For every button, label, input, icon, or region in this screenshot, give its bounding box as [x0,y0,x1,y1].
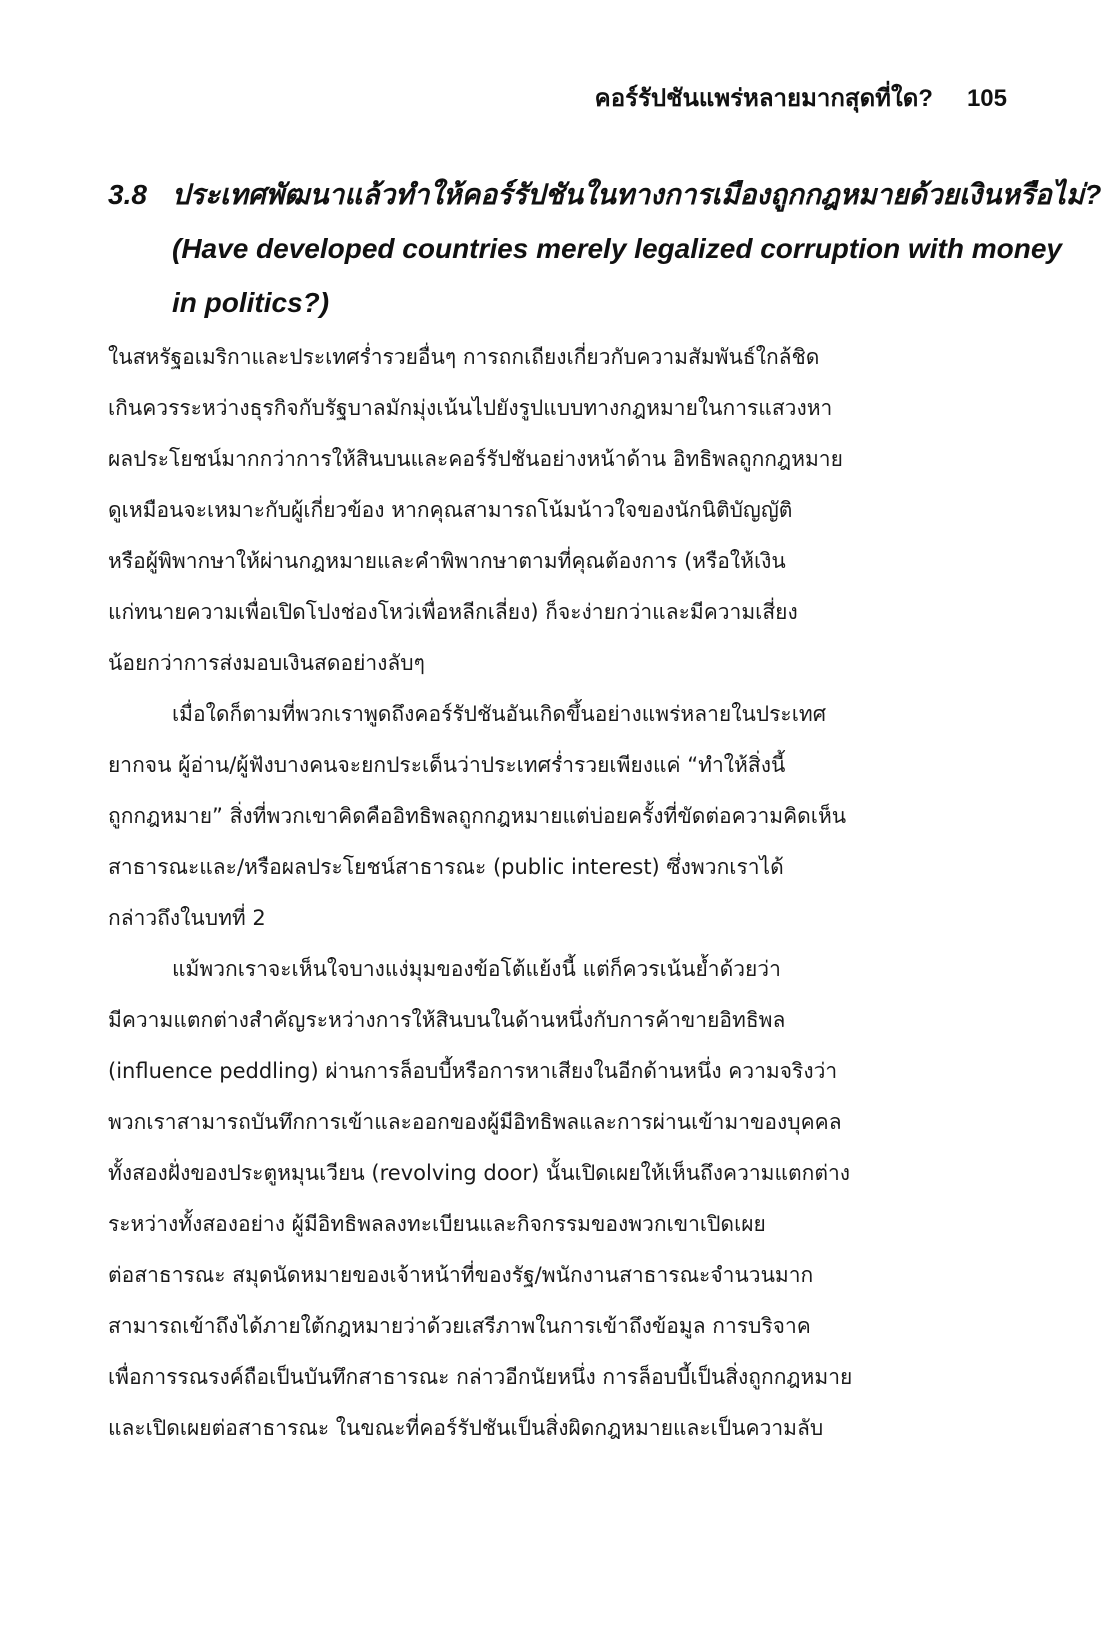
paragraph-line: ผลประโยชน์มากกว่าการให้สินบนและคอร์รัปชันอย่างหน้าด้าน อิทธิพลถูกกฎหมาย [108,447,843,471]
paragraph-line: ถูกกฎหมาย” สิ่งที่พวกเขาคิดคืออิทธิพลถูกกฎหมายแต่บ่อยครั้งที่ขัดต่อความคิดเห็น [108,804,847,828]
paragraph-line: พวกเราสามารถบันทึกการเข้าและออกของผู้มีอิทธิพลและการผ่านเข้ามาของบุคคล [108,1110,842,1134]
paragraph-line: หรือผู้พิพากษาให้ผ่านกฎหมายและคำพิพากษาตามที่คุณต้องการ (หรือให้เงิน [108,549,786,573]
running-title: คอร์รัปชันแพร่หลายมากสุดที่ใด? [594,85,933,112]
paragraph-line: เพื่อการรณรงค์ถือเป็นบันทึกสาธารณะ กล่าวอีกนัยหนึ่ง การล็อบบี้เป็นสิ่งถูกกฎหมาย [108,1365,853,1389]
section-title-english-line-2: in politics?) [172,287,330,318]
paragraph-line: และเปิดเผยต่อสาธารณะ ในขณะที่คอร์รัปชันเป็นสิ่งผิดกฎหมายและเป็นความลับ [108,1416,824,1440]
paragraph-2 [108,689,1008,944]
paragraph-line: สาธารณะและ/หรือผลประโยชน์สาธารณะ (public interest) ซึ่งพวกเราได้ [108,855,784,879]
section-heading [108,168,1102,330]
paragraph-line: กล่าวถึงในบทที่ 2 [108,906,266,930]
section-title-english-line-1: (Have developed countries merely legalized corruption with money [172,233,1062,264]
paragraph-line: เมื่อใดก็ตามที่พวกเราพูดถึงคอร์รัปชันอันเกิดขึ้นอย่างแพร่หลายในประเทศ [172,702,827,726]
paragraph-line: แม้พวกเราจะเห็นใจบางแง่มุมของข้อโต้แย้งนี้ แต่ก็ควรเน้นย้ำด้วยว่า [172,957,781,981]
paragraph-line: ดูเหมือนจะเหมาะกับผู้เกี่ยวข้อง หากคุณสามารถโน้มน้าวใจของนักนิติบัญญัติ [108,498,793,522]
paragraph-1 [108,332,1008,689]
section-title-thai-line [108,168,1102,222]
section-title-thai: ประเทศพัฒนาแล้วทำให้คอร์รัปชันในทางการเมืองถูกกฎหมายด้วยเงินหรือไม่? [172,179,1102,210]
paragraph-line: ทั้งสองฝั่งของประตูหมุนเวียน (revolving door) นั้นเปิดเผยให้เห็นถึงความแตกต่าง [108,1161,851,1185]
page-number: 105 [966,85,1007,112]
paragraph-line: ระหว่างทั้งสองอย่าง ผู้มีอิทธิพลลงทะเบียนและกิจกรรมของพวกเขาเปิดเผย [108,1212,766,1236]
paragraph-line: ต่อสาธารณะ สมุดนัดหมายของเจ้าหน้าที่ของรัฐ/พนักงานสาธารณะจำนวนมาก [108,1263,814,1287]
paragraph-line: แก่ทนายความเพื่อเปิดโปงช่องโหว่เพื่อหลีกเลี่ยง) ก็จะง่ายกว่าและมีความเสี่ยง [108,600,798,624]
paragraph-line: (influence peddling) ผ่านการล็อบบี้หรือการหาเสียงในอีกด้านหนึ่ง ความจริงว่า [108,1059,838,1083]
paragraph-3 [108,944,1008,1454]
paragraph-line: มีความแตกต่างสำคัญระหว่างการให้สินบนในด้านหนึ่งกับการค้าขายอิทธิพล [108,1008,786,1032]
running-header [595,78,1007,117]
paragraph-line: น้อยกว่าการส่งมอบเงินสดอย่างลับๆ [108,651,425,675]
paragraph-line: ยากจน ผู้อ่าน/ผู้ฟังบางคนจะยกประเด็นว่าประเทศร่ำรวยเพียงแค่ “ทำให้สิ่งนี้ [108,753,786,777]
body-text [108,332,1008,1454]
paragraph-line: เกินควรระหว่างธุรกิจกับรัฐบาลมักมุ่งเน้นไปยังรูปแบบทางกฎหมายในการแสวงหา [108,396,833,420]
paragraph-line: ในสหรัฐอเมริกาและประเทศร่ำรวยอื่นๆ การถกเถียงเกี่ยวกับความสัมพันธ์ใกล้ชิด [108,345,820,369]
section-number: 3.8 [108,179,147,210]
paragraph-line: สามารถเข้าถึงได้ภายใต้กฎหมายว่าด้วยเสรีภาพในการเข้าถึงข้อมูล การบริจาค [108,1314,811,1338]
